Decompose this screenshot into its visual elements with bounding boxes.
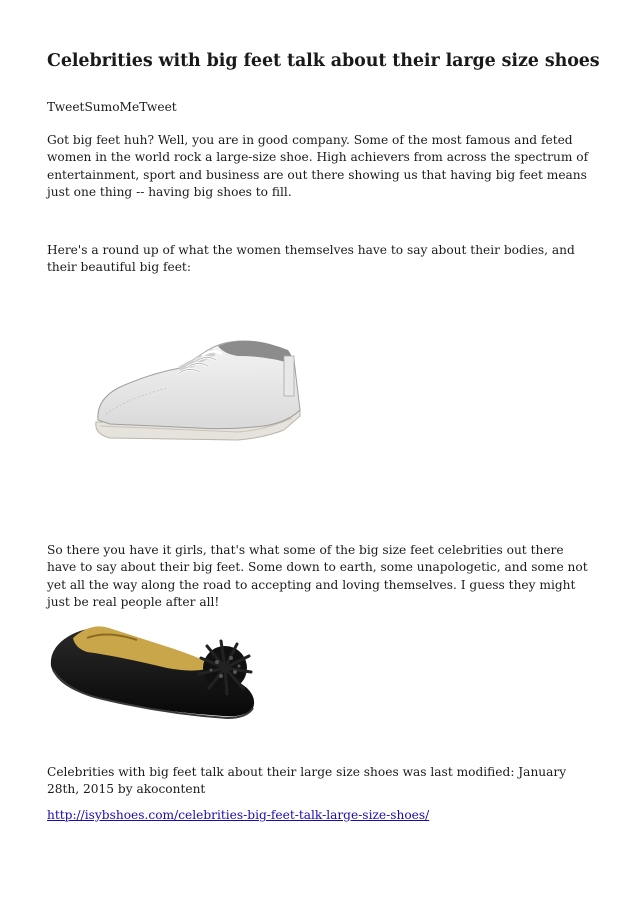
black-flat-shoe-image bbox=[47, 608, 262, 734]
roundup-paragraph: Here's a round up of what the women themselves have to say about their bodies, and their beautiful big feet: bbox=[47, 243, 575, 275]
share-text: TweetSumoMeTweet bbox=[47, 100, 177, 114]
source-url-link[interactable]: http://isybshoes.com/celebrities-big-feet-talk-large-size-shoes/ bbox=[47, 808, 430, 822]
intro-paragraph: Got big feet huh? Well, you are in good company. Some of the most famous and feted women in the world rock a large-size shoe. High achievers from across the spectrum of entertainment, sport and business are out there showing us that having big feet means just one thing -- having big shoes to fill. bbox=[47, 133, 589, 199]
closing-paragraph: So there you have it girls, that's what some of the big size feet celebrities out there have to say about their big feet. Some down to earth, some unapologetic, and some not yet all the way along the road to accepting and loving themselves. I guess they might just be real people after all! bbox=[47, 543, 588, 609]
article-title: Celebrities with big feet talk about their large size shoes bbox=[47, 51, 600, 71]
last-modified-footer: Celebrities with big feet talk about their large size shoes was last modified: January 28th, 2015 by akocontent bbox=[47, 765, 567, 797]
white-sneaker-image bbox=[88, 330, 306, 450]
